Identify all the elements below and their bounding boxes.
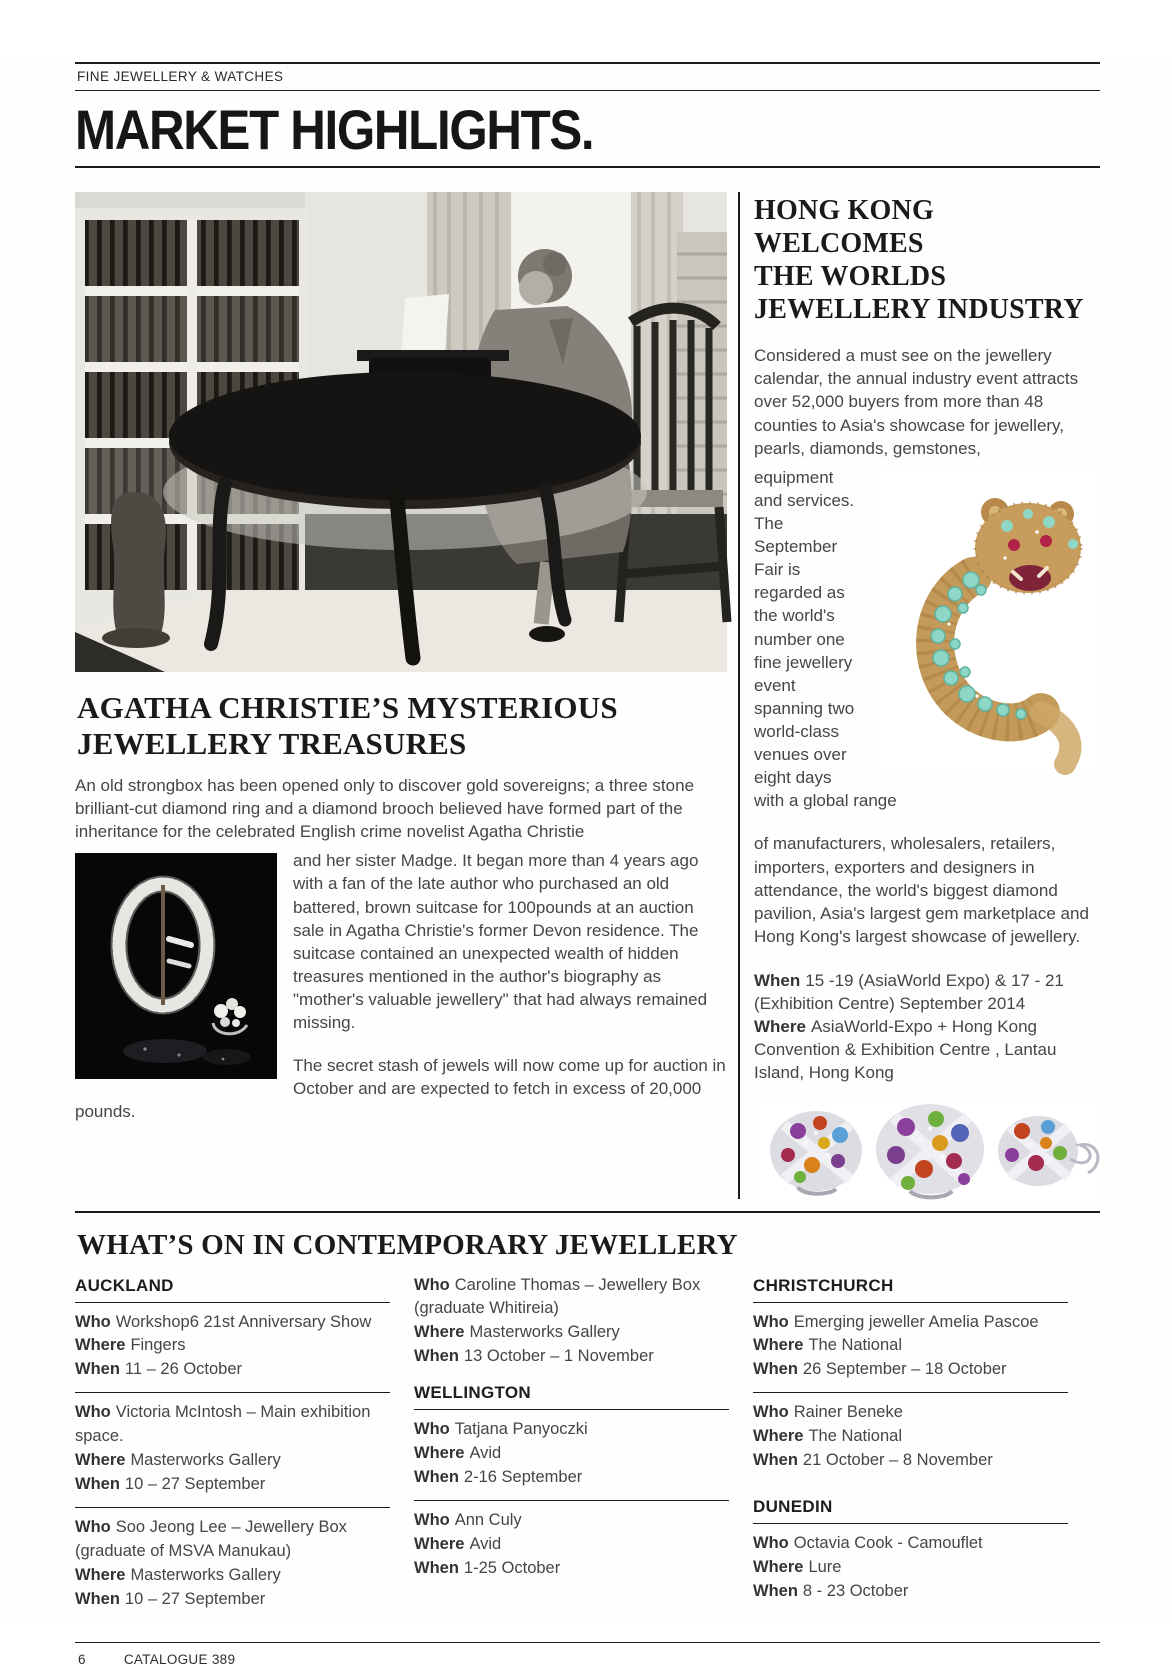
city-header-wellington: WELLINGTON (414, 1383, 531, 1403)
agatha-wrap-block (75, 849, 727, 1123)
section-kicker: FINE JEWELLERY & WATCHES (77, 69, 284, 84)
listing-entry: Who Caroline Thomas – Jewellery Box (graduate Whitireia) Where Masterworks Gallery When 13 October – 1 November (414, 1275, 701, 1366)
hongkong-heading: HONG KONG WELCOMES THE WORLDS JEWELLERY INDUSTRY (754, 195, 1084, 326)
listing-entry: Who Emerging jeweller Amelia Pascoe Where The National When 26 September – 18 October (753, 1312, 1039, 1379)
listing-entry: Who Victoria McIntosh – Main exhibition space. Where Masterworks Gallery When 10 – 27 September (75, 1403, 371, 1494)
city-header-auckland: AUCKLAND (75, 1275, 174, 1295)
column-wellington (414, 1272, 729, 1622)
agatha-paragraph-1: An old strongbox has been opened only to discover gold sovereigns; a three stone brilliant-cut diamond ring and a diamond brooch believed have formed part of the inheritance for the celebrated English crime novelist Agatha Christie (75, 776, 695, 842)
hongkong-paragraph-3: of manufacturers, wholesalers, retailers, importers, exporters and designers in attendance, the world's biggest diamond pavilion, Asia's largest gem marketplace and Hong Kong's largest showcase of jewellery. (754, 834, 1089, 946)
whats-on-section (75, 1229, 1100, 1622)
diamond-buckle-photo (75, 853, 277, 1079)
hongkong-wrap-block (754, 466, 1097, 948)
page-title: MARKET HIGHLIGHTS. (75, 98, 594, 161)
listing-entry: Who Octavia Cook - Camouflet Where Lure When 8 - 23 October (753, 1534, 983, 1600)
when-value: 15 -19 (AsiaWorld Expo) & 17 - 21 (Exhibition Centre) September 2014 (754, 970, 1064, 1014)
gem-rings-photo (754, 1099, 1102, 1199)
kicker-bottom-rule (75, 90, 1100, 91)
magazine-page (0, 62, 1172, 1667)
column-auckland (75, 1272, 390, 1622)
agatha-heading: AGATHA CHRISTIE’S MYSTERIOUS JEWELLERY TREASURES (77, 690, 618, 762)
dragon-ring-photo (877, 468, 1097, 768)
listing-entry: Who Soo Jeong Lee – Jewellery Box (graduate of MSVA Manukau) Where Masterworks Gallery When 10 – 27 September (75, 1517, 347, 1608)
agatha-christie-photo (75, 192, 727, 672)
catalogue-label: CATALOGUE 389 (123, 1651, 236, 1667)
right-column (738, 192, 1097, 1198)
listing-entry: Who Workshop6 21st Anniversary Show Where Fingers When 11 – 26 October (75, 1312, 372, 1379)
where-value: AsiaWorld-Expo + Hong Kong Convention & Exhibition Centre , Lantau Island, Hong Kong (754, 1017, 1057, 1083)
when-label: When (754, 970, 801, 990)
title-bottom-rule (75, 166, 1100, 168)
main-section (75, 192, 1100, 1198)
hongkong-paragraph-1: Considered a must see on the jewellery calendar, the annual industry event attracts over 52,000 buyers from more than 48 counties to Asia's showcase for jewellery, pearls, diamonds, gemstones, (754, 346, 1079, 458)
where-label: Where (754, 1017, 806, 1037)
agatha-paragraph-3: The secret stash of jewels will now come up for auction in October and are expected to fetch in excess of 20,000 pounds. (75, 1056, 726, 1122)
whats-on-heading: WHAT’S ON IN CONTEMPORARY JEWELLERY (77, 1228, 738, 1261)
listing-entry: Who Rainer Beneke Where The National When 21 October – 8 November (753, 1403, 993, 1470)
footer (75, 1643, 1100, 1667)
city-header-christchurch: CHRISTCHURCH (753, 1275, 894, 1295)
hongkong-paragraph-2: equipment and services. The September Fair is regarded as the world's number one fine jewellery event spanning two world-class venues over eight days with a global range (754, 467, 897, 811)
mid-divider-rule (75, 1211, 1100, 1213)
listing-columns (75, 1272, 1100, 1622)
left-column (75, 192, 727, 1198)
page-number: 6 (78, 1651, 86, 1667)
listing-entry: Who Tatjana Panyoczki Where Avid When 2-16 September (414, 1420, 588, 1487)
column-christchurch-dunedin (753, 1272, 1068, 1622)
event-details (754, 969, 1097, 1085)
agatha-paragraph-2: and her sister Madge. It began more than 4 years ago with a fan of the late author who purchased an old battered, brown suitcase for 100pounds at an auction sale in Agatha Christie's former Devon residence. The suitcase contained an unexpected wealth of hidden treasures mentioned in the author's biography as "mother's valuable jewellery" that had always remained missing. (293, 851, 708, 1033)
city-header-dunedin: DUNEDIN (753, 1497, 833, 1517)
listing-entry: Who Ann Culy Where Avid When 1-25 October (414, 1510, 561, 1577)
